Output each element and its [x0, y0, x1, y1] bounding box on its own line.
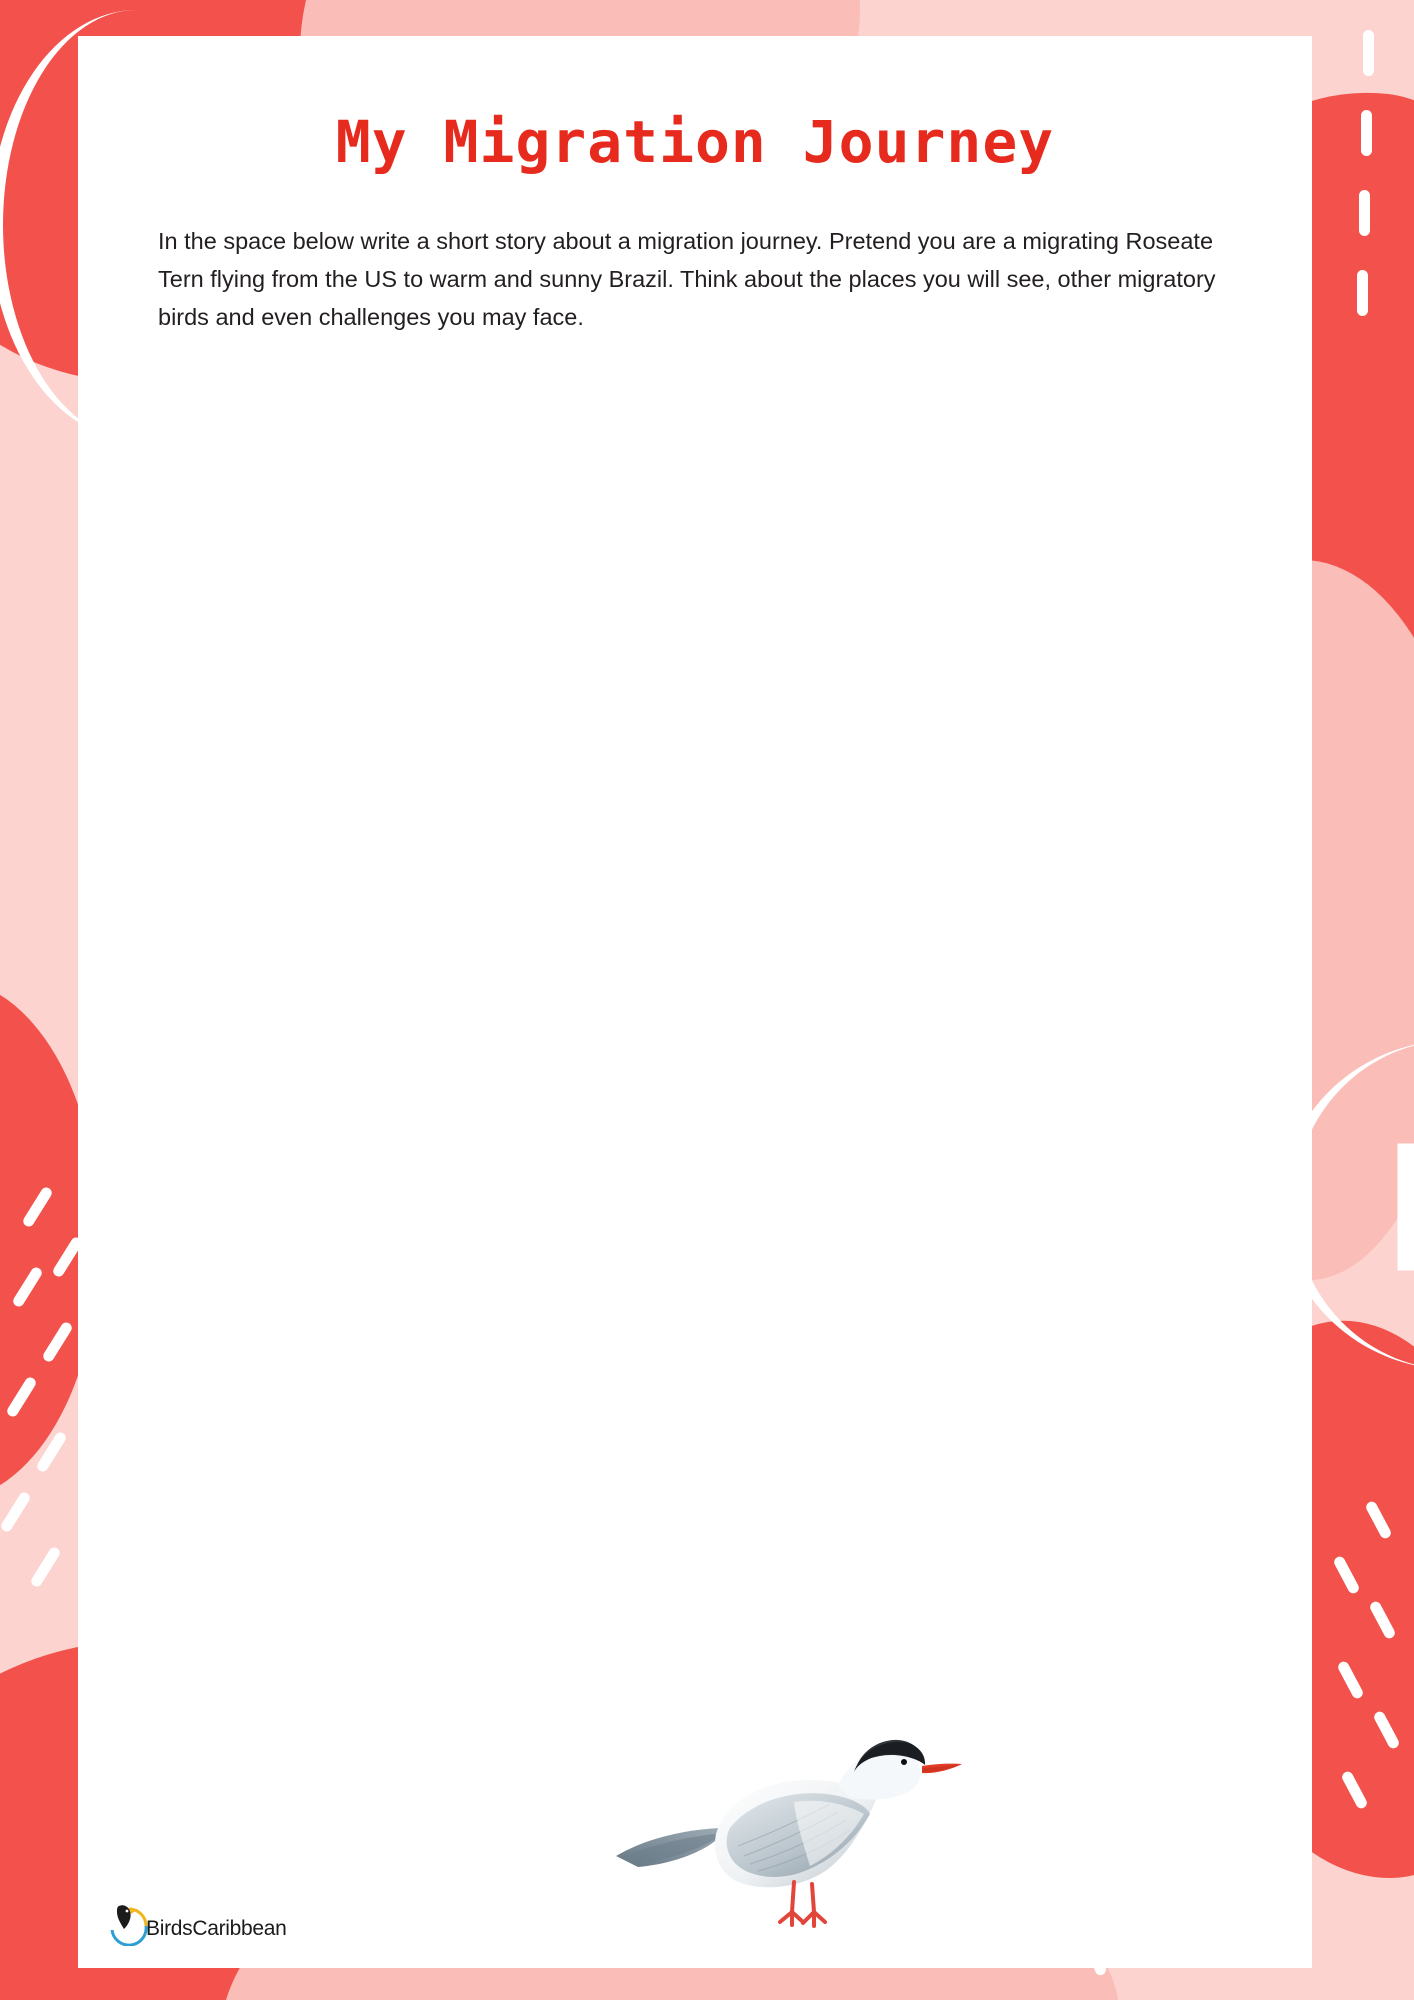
dash-decoration — [0, 1490, 32, 1533]
instructions-text: In the space below write a short story about a migration journey. Pretend you are a migrating Roseate Tern flying from the US to warm and sunny Brazil. Think about the places you will see, other migratory birds and even challenges you may face. — [158, 228, 1216, 331]
writing-area[interactable] — [158, 466, 1232, 1848]
dash-decoration — [29, 1545, 62, 1588]
dash-decoration — [1363, 30, 1374, 76]
dash-decoration — [1361, 110, 1372, 156]
dash-decoration — [1357, 270, 1368, 316]
logo-text: BirdsCaribbean — [146, 1917, 287, 1940]
birdscaribbean-logo — [106, 1900, 295, 1946]
dash-decoration — [1359, 190, 1370, 236]
roseate-tern-illustration — [598, 1706, 968, 1946]
worksheet-page — [78, 36, 1312, 1968]
page-title: My Migration Journey — [335, 108, 1055, 176]
